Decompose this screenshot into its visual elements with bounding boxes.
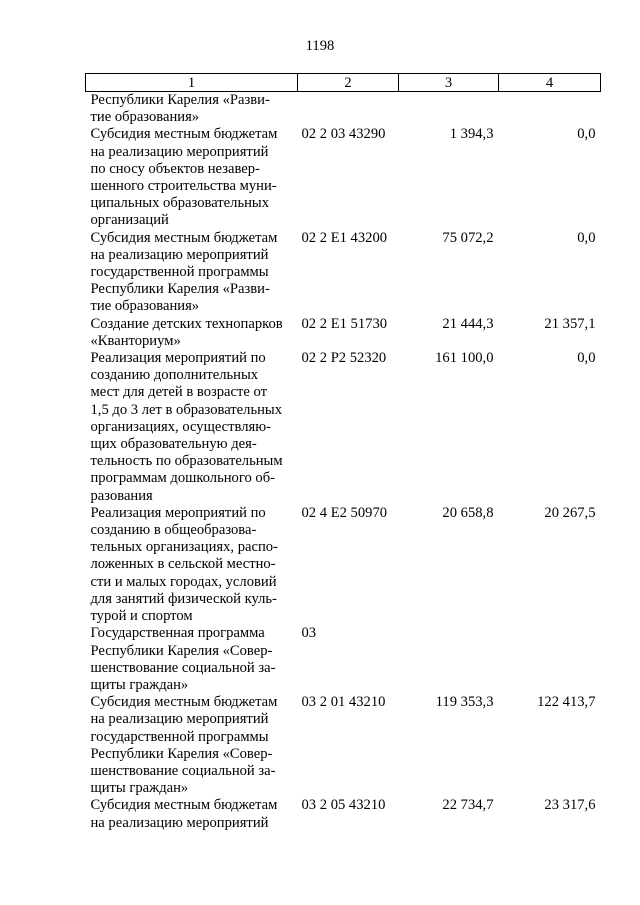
row-name-line: организаций (90, 212, 169, 229)
row-name-line: тельных организациях, распо- (90, 539, 278, 556)
row-value-col3: 1 394,3 (449, 126, 494, 143)
row-name-line: Реализация мероприятий по (90, 350, 266, 367)
column-header-4: 4 (499, 74, 601, 92)
row-value-col4: 0,0 (577, 350, 596, 367)
row-name-line: щих образовательную дея- (90, 436, 257, 453)
row-name-line: Субсидия местным бюджетам (90, 694, 278, 711)
row-code: 02 2 P2 52320 (301, 350, 387, 367)
row-code: 02 2 E1 51730 (301, 315, 388, 332)
row-name (86, 797, 298, 831)
row-value-col3: 21 444,3 (442, 315, 494, 332)
row-name-line: щиты граждан» (90, 676, 189, 693)
row-name-line: для занятий физической куль- (90, 590, 277, 607)
row-name-line: Субсидия местным бюджетам (90, 229, 278, 246)
row-value-col4: 0,0 (577, 126, 596, 143)
row-value-col4: 20 267,5 (544, 504, 596, 521)
column-header-1: 1 (86, 74, 298, 92)
row-name-line: мест для детей в возрасте от (90, 384, 267, 401)
row-value-col4 (499, 92, 601, 127)
row-code (298, 92, 399, 127)
row-value-col3: 75 072,2 (442, 229, 494, 246)
row-name (86, 350, 298, 505)
row-name (86, 92, 298, 127)
row-name-line: тие образования» (90, 109, 200, 126)
row-value-col4: 122 413,7 (537, 694, 596, 711)
column-header-3: 3 (399, 74, 499, 92)
row-name-line: на реализацию мероприятий (90, 814, 269, 831)
row-name-line: на реализацию мероприятий (90, 711, 269, 728)
row-code: 03 (301, 625, 317, 642)
row-value-col3: 22 734,7 (442, 797, 494, 814)
row-value-col3: 119 353,3 (435, 694, 494, 711)
row-name-line: Республики Карелия «Разви- (90, 281, 270, 298)
row-name-line: 1,5 до 3 лет в образовательных (90, 401, 283, 418)
table-row (86, 694, 601, 797)
row-name-line: ципальных образовательных (90, 195, 270, 212)
header-row (86, 74, 601, 92)
table-row (86, 797, 601, 831)
table-row (86, 230, 601, 316)
row-name-line: созданию в общеобразова- (90, 522, 257, 539)
row-name-line: Республики Карелия «Разви- (90, 92, 270, 108)
row-name-line: Субсидия местным бюджетам (90, 797, 278, 814)
row-name-line: на реализацию мероприятий (90, 246, 269, 263)
row-value-col4 (499, 625, 601, 694)
row-name-line: по сносу объектов незавер- (90, 160, 260, 177)
row-name (86, 316, 298, 350)
table-row (86, 625, 601, 694)
row-value-col4: 23 317,6 (544, 797, 596, 814)
row-name-line: государственной программы (90, 264, 269, 281)
row-name-line: программам дошкольного об- (90, 470, 276, 487)
row-name-line: сти и малых городах, условий (90, 573, 277, 590)
row-code: 03 2 01 43210 (301, 694, 386, 711)
table-row (86, 505, 601, 625)
row-name-line: шенного строительства муни- (90, 178, 277, 195)
row-name (86, 694, 298, 797)
row-name-line: Создание детских технопарков (90, 315, 283, 332)
row-name-line: «Кванториум» (90, 332, 181, 349)
row-value-col4: 0,0 (577, 229, 596, 246)
row-value-col3 (399, 625, 499, 694)
row-code: 03 2 05 43210 (301, 797, 386, 814)
row-code: 02 2 03 43290 (301, 126, 386, 143)
row-name-line: Реализация мероприятий по (90, 504, 266, 521)
row-name-line: ложенных в сельской местно- (90, 556, 276, 573)
row-name-line: на реализацию мероприятий (90, 143, 269, 160)
table-row (86, 92, 601, 127)
row-value-col3: 161 100,0 (435, 350, 494, 367)
row-name-line: тие образования» (90, 298, 200, 315)
row-name-line: щиты граждан» (90, 780, 189, 797)
table-row (86, 126, 601, 229)
row-name-line: разования (90, 487, 153, 504)
row-name-line: Государственная программа (90, 625, 265, 642)
row-name-line: Республики Карелия «Совер- (90, 745, 273, 762)
page-number: 1198 (305, 38, 335, 54)
row-name-line: Республики Карелия «Совер- (90, 642, 273, 659)
row-name (86, 505, 298, 625)
row-name (86, 126, 298, 229)
row-name-line: государственной программы (90, 728, 269, 745)
row-name-line: организациях, осуществляю- (90, 418, 271, 435)
row-name-line: турой и спортом (90, 608, 193, 625)
row-name-line: Субсидия местным бюджетам (90, 126, 278, 143)
table-body (86, 92, 601, 832)
row-code: 02 4 E2 50970 (301, 504, 388, 521)
row-name-line: созданию дополнительных (90, 367, 259, 384)
row-name (86, 625, 298, 694)
row-value-col3 (399, 92, 499, 127)
row-value-col3: 20 658,8 (442, 504, 494, 521)
row-value-col4: 21 357,1 (544, 315, 596, 332)
table-row (86, 316, 601, 350)
row-name-line: шенствование социальной за- (90, 762, 276, 779)
row-name-line: шенствование социальной за- (90, 659, 276, 676)
row-name-line: тельность по образовательным (90, 453, 283, 470)
row-code: 02 2 E1 43200 (301, 229, 388, 246)
column-header-2: 2 (298, 74, 399, 92)
row-name (86, 230, 298, 316)
table-row (86, 350, 601, 505)
budget-table (85, 73, 601, 832)
